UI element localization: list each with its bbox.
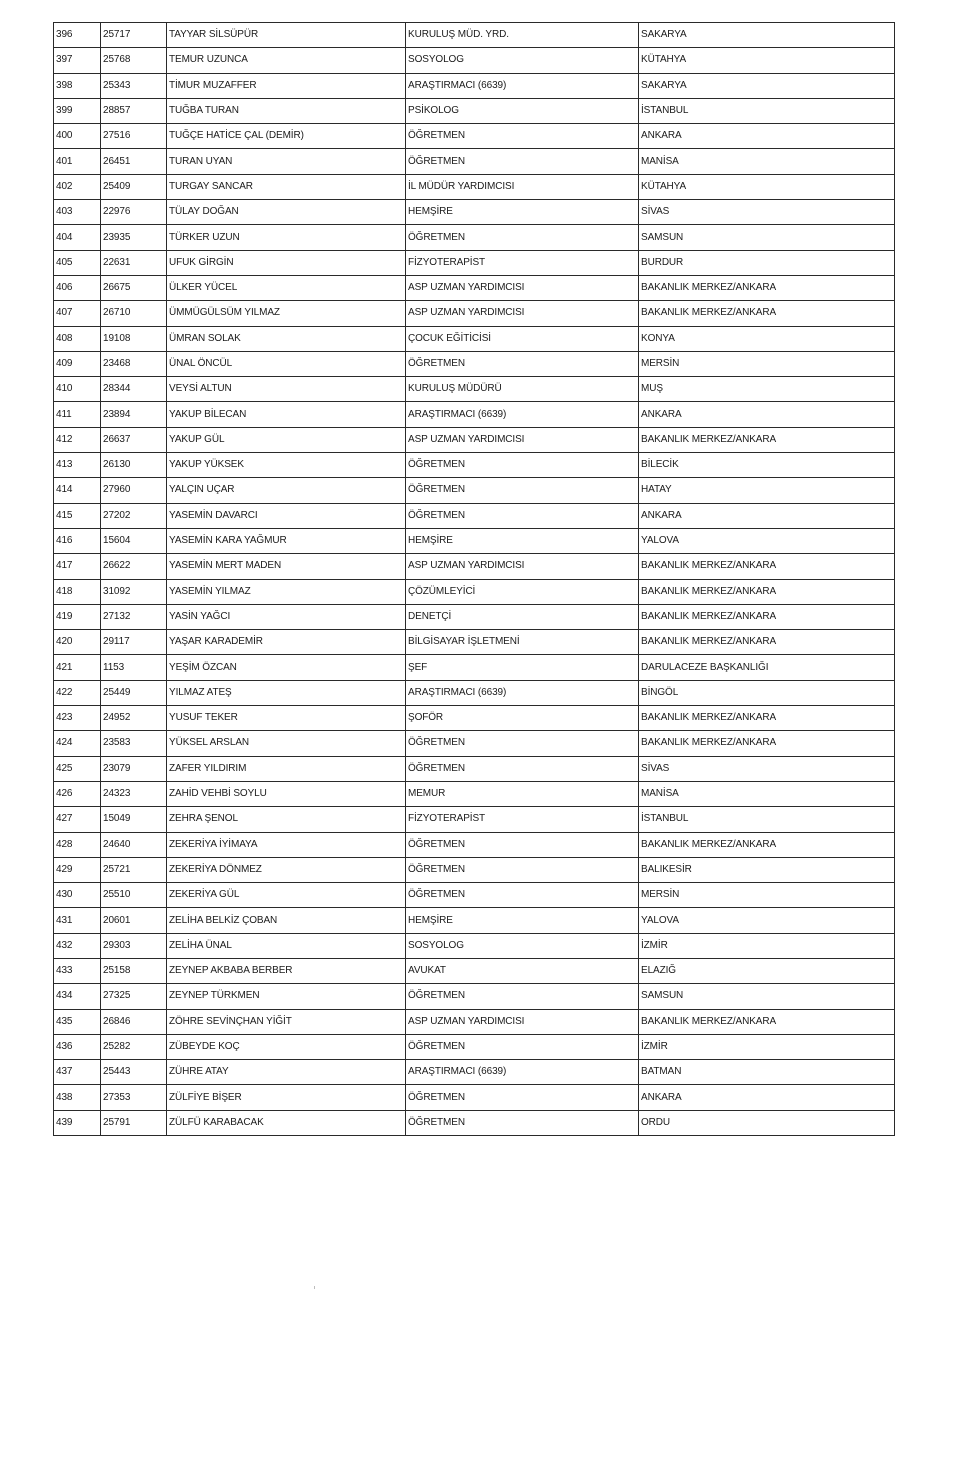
full-name-cell: TURAN UYAN — [167, 149, 406, 174]
unit-location-cell: SAMSUN — [639, 984, 895, 1009]
personnel-table — [53, 22, 895, 1136]
job-title-cell: FİZYOTERAPİST — [406, 807, 639, 832]
registry-number-cell: 27353 — [101, 1085, 167, 1110]
table-row — [54, 958, 895, 983]
full-name-cell: TEMUR UZUNCA — [167, 48, 406, 73]
table-row — [54, 124, 895, 149]
table-row — [54, 48, 895, 73]
registry-number-cell: 23079 — [101, 756, 167, 781]
unit-location-cell: BAKANLIK MERKEZ/ANKARA — [639, 832, 895, 857]
registry-number-cell: 25409 — [101, 174, 167, 199]
job-title-cell: ÖĞRETMEN — [406, 478, 639, 503]
unit-location-cell: SİVAS — [639, 756, 895, 781]
registry-number-cell: 24640 — [101, 832, 167, 857]
full-name-cell: YASEMİN MERT MADEN — [167, 554, 406, 579]
job-title-cell: MEMUR — [406, 781, 639, 806]
full-name-cell: ZELİHA BELKİZ ÇOBAN — [167, 908, 406, 933]
table-row — [54, 604, 895, 629]
job-title-cell: ARAŞTIRMACI (6639) — [406, 680, 639, 705]
table-row — [54, 933, 895, 958]
job-title-cell: HEMŞİRE — [406, 528, 639, 553]
row-number-cell: 408 — [54, 326, 101, 351]
full-name-cell: TUĞBA TURAN — [167, 98, 406, 123]
full-name-cell: ÜLKER YÜCEL — [167, 275, 406, 300]
row-number-cell: 406 — [54, 275, 101, 300]
table-row — [54, 351, 895, 376]
unit-location-cell: BİNGÖL — [639, 680, 895, 705]
registry-number-cell: 22976 — [101, 200, 167, 225]
row-number-cell: 415 — [54, 503, 101, 528]
row-number-cell: 433 — [54, 958, 101, 983]
unit-location-cell: HATAY — [639, 478, 895, 503]
job-title-cell: ÖĞRETMEN — [406, 149, 639, 174]
row-number-cell: 400 — [54, 124, 101, 149]
full-name-cell: ÜMRAN SOLAK — [167, 326, 406, 351]
full-name-cell: ÜNAL ÖNCÜL — [167, 351, 406, 376]
job-title-cell: ARAŞTIRMACI (6639) — [406, 1060, 639, 1085]
row-number-cell: 402 — [54, 174, 101, 199]
registry-number-cell: 31092 — [101, 579, 167, 604]
unit-location-cell: BAKANLIK MERKEZ/ANKARA — [639, 630, 895, 655]
table-row — [54, 706, 895, 731]
registry-number-cell: 27960 — [101, 478, 167, 503]
registry-number-cell: 25768 — [101, 48, 167, 73]
registry-number-cell: 25721 — [101, 857, 167, 882]
table-row — [54, 225, 895, 250]
registry-number-cell: 27202 — [101, 503, 167, 528]
unit-location-cell: ANKARA — [639, 503, 895, 528]
registry-number-cell: 25717 — [101, 23, 167, 48]
registry-number-cell: 27325 — [101, 984, 167, 1009]
job-title-cell: BİLGİSAYAR İŞLETMENİ — [406, 630, 639, 655]
full-name-cell: TAYYAR SİLSÜPÜR — [167, 23, 406, 48]
table-row — [54, 478, 895, 503]
row-number-cell: 397 — [54, 48, 101, 73]
table-row — [54, 250, 895, 275]
row-number-cell: 439 — [54, 1110, 101, 1135]
table-row — [54, 503, 895, 528]
row-number-cell: 425 — [54, 756, 101, 781]
job-title-cell: SOSYOLOG — [406, 48, 639, 73]
registry-number-cell: 26846 — [101, 1009, 167, 1034]
registry-number-cell: 20601 — [101, 908, 167, 933]
full-name-cell: YEŞİM ÖZCAN — [167, 655, 406, 680]
unit-location-cell: SİVAS — [639, 200, 895, 225]
table-row — [54, 377, 895, 402]
full-name-cell: ZÜLFÜ KARABACAK — [167, 1110, 406, 1135]
job-title-cell: ŞEF — [406, 655, 639, 680]
job-title-cell: ÖĞRETMEN — [406, 857, 639, 882]
unit-location-cell: ANKARA — [639, 1085, 895, 1110]
registry-number-cell: 28344 — [101, 377, 167, 402]
row-number-cell: 417 — [54, 554, 101, 579]
job-title-cell: FİZYOTERAPİST — [406, 250, 639, 275]
job-title-cell: ASP UZMAN YARDIMCISI — [406, 427, 639, 452]
table-row — [54, 200, 895, 225]
full-name-cell: YASEMİN KARA YAĞMUR — [167, 528, 406, 553]
row-number-cell: 420 — [54, 630, 101, 655]
row-number-cell: 398 — [54, 73, 101, 98]
full-name-cell: YAŞAR KARADEMİR — [167, 630, 406, 655]
full-name-cell: YÜKSEL ARSLAN — [167, 731, 406, 756]
unit-location-cell: BAKANLIK MERKEZ/ANKARA — [639, 1009, 895, 1034]
row-number-cell: 418 — [54, 579, 101, 604]
table-row — [54, 1110, 895, 1135]
row-number-cell: 427 — [54, 807, 101, 832]
row-number-cell: 403 — [54, 200, 101, 225]
full-name-cell: YAKUP GÜL — [167, 427, 406, 452]
row-number-cell: 421 — [54, 655, 101, 680]
table-row — [54, 579, 895, 604]
unit-location-cell: BAKANLIK MERKEZ/ANKARA — [639, 731, 895, 756]
job-title-cell: ÖĞRETMEN — [406, 1085, 639, 1110]
full-name-cell: TÜLAY DOĞAN — [167, 200, 406, 225]
full-name-cell: ZEHRA ŞENOL — [167, 807, 406, 832]
row-number-cell: 416 — [54, 528, 101, 553]
row-number-cell: 430 — [54, 883, 101, 908]
registry-number-cell: 26675 — [101, 275, 167, 300]
unit-location-cell: İZMİR — [639, 1034, 895, 1059]
job-title-cell: ÖĞRETMEN — [406, 503, 639, 528]
table-row — [54, 23, 895, 48]
table-row — [54, 427, 895, 452]
job-title-cell: ASP UZMAN YARDIMCISI — [406, 301, 639, 326]
row-number-cell: 436 — [54, 1034, 101, 1059]
job-title-cell: ARAŞTIRMACI (6639) — [406, 73, 639, 98]
row-number-cell: 399 — [54, 98, 101, 123]
table-row — [54, 528, 895, 553]
full-name-cell: ÜMMÜGÜLSÜM YILMAZ — [167, 301, 406, 326]
unit-location-cell: BİLECİK — [639, 453, 895, 478]
job-title-cell: KURULUŞ MÜD. YRD. — [406, 23, 639, 48]
registry-number-cell: 26710 — [101, 301, 167, 326]
job-title-cell: ÇÖZÜMLEYİCİ — [406, 579, 639, 604]
job-title-cell: ÖĞRETMEN — [406, 453, 639, 478]
registry-number-cell: 23583 — [101, 731, 167, 756]
full-name-cell: TÜRKER UZUN — [167, 225, 406, 250]
unit-location-cell: BAKANLIK MERKEZ/ANKARA — [639, 604, 895, 629]
full-name-cell: ZEKERİYA İYİMAYA — [167, 832, 406, 857]
unit-location-cell: KONYA — [639, 326, 895, 351]
full-name-cell: YAKUP YÜKSEK — [167, 453, 406, 478]
job-title-cell: ÖĞRETMEN — [406, 832, 639, 857]
registry-number-cell: 27516 — [101, 124, 167, 149]
row-number-cell: 411 — [54, 402, 101, 427]
full-name-cell: ZAFER YILDIRIM — [167, 756, 406, 781]
unit-location-cell: BALIKESİR — [639, 857, 895, 882]
unit-location-cell: MANİSA — [639, 781, 895, 806]
table-row — [54, 655, 895, 680]
job-title-cell: HEMŞİRE — [406, 908, 639, 933]
job-title-cell: DENETÇİ — [406, 604, 639, 629]
registry-number-cell: 24323 — [101, 781, 167, 806]
unit-location-cell: YALOVA — [639, 908, 895, 933]
job-title-cell: HEMŞİRE — [406, 200, 639, 225]
table-row — [54, 1034, 895, 1059]
unit-location-cell: KÜTAHYA — [639, 174, 895, 199]
full-name-cell: ZEKERİYA DÖNMEZ — [167, 857, 406, 882]
table-row — [54, 832, 895, 857]
row-number-cell: 424 — [54, 731, 101, 756]
row-number-cell: 413 — [54, 453, 101, 478]
job-title-cell: ÖĞRETMEN — [406, 883, 639, 908]
table-row — [54, 908, 895, 933]
job-title-cell: ÖĞRETMEN — [406, 1110, 639, 1135]
unit-location-cell: SAKARYA — [639, 23, 895, 48]
job-title-cell: ASP UZMAN YARDIMCISI — [406, 275, 639, 300]
unit-location-cell: BAKANLIK MERKEZ/ANKARA — [639, 706, 895, 731]
unit-location-cell: MERSİN — [639, 883, 895, 908]
unit-location-cell: ANKARA — [639, 124, 895, 149]
full-name-cell: YASİN YAĞCI — [167, 604, 406, 629]
registry-number-cell: 25791 — [101, 1110, 167, 1135]
table-row — [54, 275, 895, 300]
job-title-cell: ASP UZMAN YARDIMCISI — [406, 1009, 639, 1034]
table-row — [54, 807, 895, 832]
full-name-cell: YASEMİN DAVARCI — [167, 503, 406, 528]
registry-number-cell: 15049 — [101, 807, 167, 832]
unit-location-cell: YALOVA — [639, 528, 895, 553]
table-row — [54, 857, 895, 882]
full-name-cell: ZEYNEP TÜRKMEN — [167, 984, 406, 1009]
unit-location-cell: İSTANBUL — [639, 807, 895, 832]
table-row — [54, 731, 895, 756]
unit-location-cell: DARULACEZE BAŞKANLIĞI — [639, 655, 895, 680]
table-row — [54, 1085, 895, 1110]
row-number-cell: 434 — [54, 984, 101, 1009]
unit-location-cell: BAKANLIK MERKEZ/ANKARA — [639, 275, 895, 300]
row-number-cell: 412 — [54, 427, 101, 452]
registry-number-cell: 23935 — [101, 225, 167, 250]
registry-number-cell: 25449 — [101, 680, 167, 705]
scan-artifact — [314, 1286, 315, 1289]
table-row — [54, 402, 895, 427]
unit-location-cell: BAKANLIK MERKEZ/ANKARA — [639, 579, 895, 604]
unit-location-cell: MUŞ — [639, 377, 895, 402]
unit-location-cell: İSTANBUL — [639, 98, 895, 123]
unit-location-cell: MERSİN — [639, 351, 895, 376]
job-title-cell: ÖĞRETMEN — [406, 124, 639, 149]
job-title-cell: SOSYOLOG — [406, 933, 639, 958]
unit-location-cell: KÜTAHYA — [639, 48, 895, 73]
unit-location-cell: İZMİR — [639, 933, 895, 958]
registry-number-cell: 29117 — [101, 630, 167, 655]
full-name-cell: ZÜBEYDE KOÇ — [167, 1034, 406, 1059]
job-title-cell: ARAŞTIRMACI (6639) — [406, 402, 639, 427]
row-number-cell: 396 — [54, 23, 101, 48]
full-name-cell: VEYSİ ALTUN — [167, 377, 406, 402]
job-title-cell: ÖĞRETMEN — [406, 351, 639, 376]
full-name-cell: YASEMİN YILMAZ — [167, 579, 406, 604]
registry-number-cell: 26130 — [101, 453, 167, 478]
registry-number-cell: 25343 — [101, 73, 167, 98]
unit-location-cell: ANKARA — [639, 402, 895, 427]
row-number-cell: 401 — [54, 149, 101, 174]
registry-number-cell: 25443 — [101, 1060, 167, 1085]
job-title-cell: PSİKOLOG — [406, 98, 639, 123]
full-name-cell: ZELİHA ÜNAL — [167, 933, 406, 958]
row-number-cell: 409 — [54, 351, 101, 376]
registry-number-cell: 23894 — [101, 402, 167, 427]
registry-number-cell: 23468 — [101, 351, 167, 376]
table-row — [54, 174, 895, 199]
table-row — [54, 301, 895, 326]
row-number-cell: 405 — [54, 250, 101, 275]
full-name-cell: YAKUP BİLECAN — [167, 402, 406, 427]
registry-number-cell: 26637 — [101, 427, 167, 452]
registry-number-cell: 25158 — [101, 958, 167, 983]
job-title-cell: KURULUŞ MÜDÜRÜ — [406, 377, 639, 402]
registry-number-cell: 25510 — [101, 883, 167, 908]
registry-number-cell: 26451 — [101, 149, 167, 174]
full-name-cell: UFUK GİRGİN — [167, 250, 406, 275]
registry-number-cell: 15604 — [101, 528, 167, 553]
full-name-cell: YUSUF TEKER — [167, 706, 406, 731]
full-name-cell: ZÜLFİYE BİŞER — [167, 1085, 406, 1110]
row-number-cell: 431 — [54, 908, 101, 933]
full-name-cell: ZAHİD VEHBİ SOYLU — [167, 781, 406, 806]
row-number-cell: 429 — [54, 857, 101, 882]
table-row — [54, 984, 895, 1009]
table-row — [54, 883, 895, 908]
unit-location-cell: SAMSUN — [639, 225, 895, 250]
registry-number-cell: 1153 — [101, 655, 167, 680]
row-number-cell: 404 — [54, 225, 101, 250]
job-title-cell: ŞOFÖR — [406, 706, 639, 731]
table-row — [54, 453, 895, 478]
table-row — [54, 1009, 895, 1034]
full-name-cell: ZÜHRE ATAY — [167, 1060, 406, 1085]
table-row — [54, 781, 895, 806]
unit-location-cell: BURDUR — [639, 250, 895, 275]
table-row — [54, 98, 895, 123]
row-number-cell: 432 — [54, 933, 101, 958]
row-number-cell: 437 — [54, 1060, 101, 1085]
job-title-cell: ÇOCUK EĞİTİCİSİ — [406, 326, 639, 351]
job-title-cell: ÖĞRETMEN — [406, 731, 639, 756]
full-name-cell: ZÖHRE SEVİNÇHAN YİĞİT — [167, 1009, 406, 1034]
row-number-cell: 438 — [54, 1085, 101, 1110]
registry-number-cell: 27132 — [101, 604, 167, 629]
table-row — [54, 1060, 895, 1085]
row-number-cell: 422 — [54, 680, 101, 705]
job-title-cell: ÖĞRETMEN — [406, 225, 639, 250]
personnel-table-body — [54, 23, 895, 1136]
full-name-cell: ZEKERİYA GÜL — [167, 883, 406, 908]
registry-number-cell: 22631 — [101, 250, 167, 275]
registry-number-cell: 25282 — [101, 1034, 167, 1059]
registry-number-cell: 19108 — [101, 326, 167, 351]
full-name-cell: TURGAY SANCAR — [167, 174, 406, 199]
row-number-cell: 435 — [54, 1009, 101, 1034]
job-title-cell: ÖĞRETMEN — [406, 756, 639, 781]
unit-location-cell: SAKARYA — [639, 73, 895, 98]
table-row — [54, 630, 895, 655]
table-row — [54, 554, 895, 579]
table-row — [54, 73, 895, 98]
unit-location-cell: BATMAN — [639, 1060, 895, 1085]
job-title-cell: ÖĞRETMEN — [406, 984, 639, 1009]
row-number-cell: 419 — [54, 604, 101, 629]
table-row — [54, 756, 895, 781]
row-number-cell: 428 — [54, 832, 101, 857]
unit-location-cell: BAKANLIK MERKEZ/ANKARA — [639, 301, 895, 326]
job-title-cell: ÖĞRETMEN — [406, 1034, 639, 1059]
full-name-cell: TİMUR MUZAFFER — [167, 73, 406, 98]
full-name-cell: YILMAZ ATEŞ — [167, 680, 406, 705]
row-number-cell: 423 — [54, 706, 101, 731]
job-title-cell: İL MÜDÜR YARDIMCISI — [406, 174, 639, 199]
table-row — [54, 326, 895, 351]
registry-number-cell: 24952 — [101, 706, 167, 731]
row-number-cell: 426 — [54, 781, 101, 806]
registry-number-cell: 29303 — [101, 933, 167, 958]
table-row — [54, 149, 895, 174]
unit-location-cell: MANİSA — [639, 149, 895, 174]
full-name-cell: YALÇIN UÇAR — [167, 478, 406, 503]
unit-location-cell: BAKANLIK MERKEZ/ANKARA — [639, 427, 895, 452]
full-name-cell: ZEYNEP AKBABA BERBER — [167, 958, 406, 983]
job-title-cell: ASP UZMAN YARDIMCISI — [406, 554, 639, 579]
row-number-cell: 407 — [54, 301, 101, 326]
registry-number-cell: 26622 — [101, 554, 167, 579]
unit-location-cell: ORDU — [639, 1110, 895, 1135]
registry-number-cell: 28857 — [101, 98, 167, 123]
row-number-cell: 410 — [54, 377, 101, 402]
unit-location-cell: BAKANLIK MERKEZ/ANKARA — [639, 554, 895, 579]
table-row — [54, 680, 895, 705]
row-number-cell: 414 — [54, 478, 101, 503]
full-name-cell: TUĞÇE HATİCE ÇAL (DEMİR) — [167, 124, 406, 149]
unit-location-cell: ELAZIĞ — [639, 958, 895, 983]
job-title-cell: AVUKAT — [406, 958, 639, 983]
